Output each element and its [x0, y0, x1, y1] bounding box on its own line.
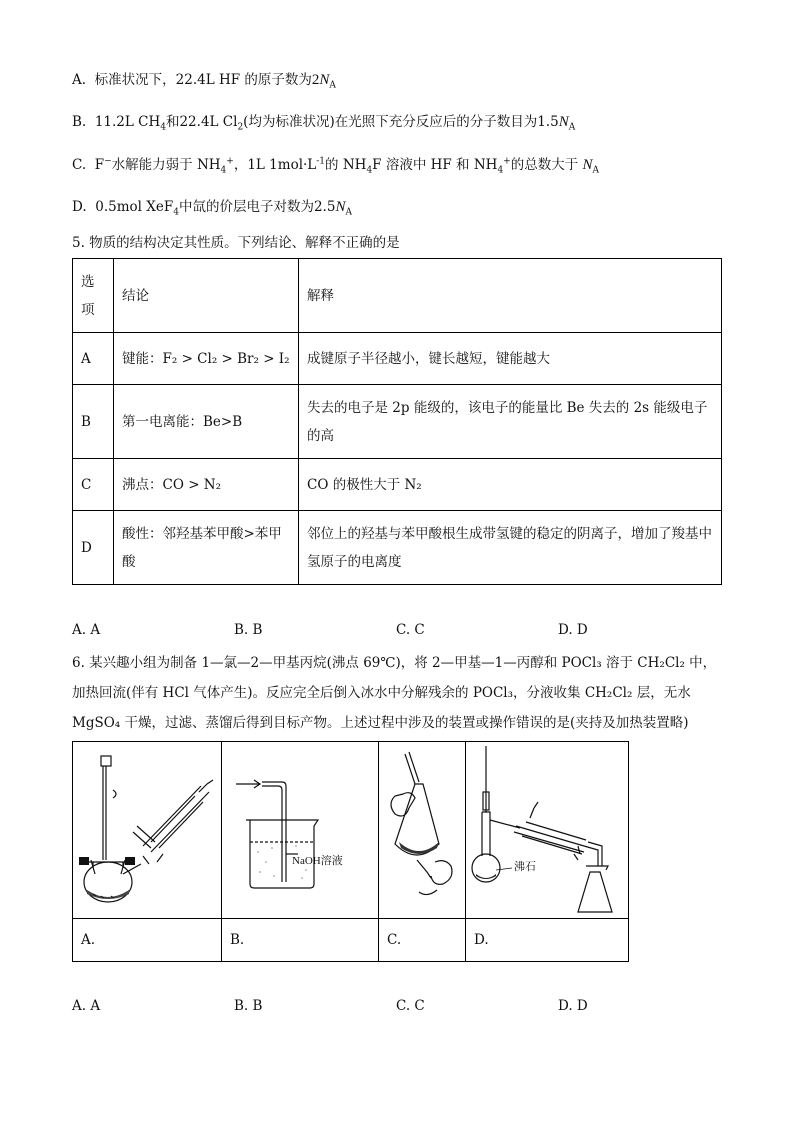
q5-row-conclusion: 沸点：CO > N₂ [114, 459, 299, 511]
apparatus-a-label: A. [73, 919, 222, 962]
q5-row-option: A [73, 333, 114, 385]
q5-row-option: C [73, 459, 114, 511]
q5-header-explanation: 解释 [299, 259, 722, 333]
boiling-chip-label: 沸石 [514, 861, 536, 873]
apparatus-c-label: C. [379, 919, 466, 962]
q5-row-b [73, 385, 722, 459]
q5-row-conclusion: 酸性：邻羟基苯甲酸>苯甲酸 [114, 511, 299, 585]
q6-choices [72, 998, 722, 1014]
q5-row-explanation: CO 的极性大于 N₂ [299, 459, 722, 511]
apparatus-a-cell [73, 742, 222, 919]
apparatus-d-cell [466, 742, 629, 919]
q5-row-c [73, 459, 722, 511]
apparatus-d-label: D. [466, 919, 629, 962]
q5-header-row [73, 259, 722, 333]
q5-choices [72, 622, 722, 638]
choice-a[interactable]: A. A [72, 998, 101, 1014]
q5-stem: 5. 物质的结构决定其性质。下列结论、解释不正确的是 [72, 235, 400, 251]
q4-option-d: D. 0.5mol XeF$_4$中氙的价层电子对数为$2.5N_A$ [72, 199, 352, 218]
reflux-apparatus-icon [73, 742, 221, 918]
q4-option-c: C. F−水解能力弱于 $NH_4^+$，1L $1mol\cdot L^{-1}$的 $NH_4F$ 溶液中 HF 和 $NH_4^+$的总数大于 $N_A$ [72, 156, 600, 176]
choice-d[interactable]: D. D [558, 998, 588, 1014]
gas-absorption-icon [222, 742, 378, 918]
q5-row-option: D [73, 511, 114, 585]
q5-row-conclusion: 第一电离能：Be>B [114, 385, 299, 459]
q5-row-explanation: 成键原子半径越小，键长越短，键能越大 [299, 333, 722, 385]
separatory-funnel-icon [379, 742, 465, 918]
q5-row-explanation: 失去的电子是 2p 能级的，该电子的能量比 Be 失去的 2s 能级电子的高 [299, 385, 722, 459]
q5-row-d [73, 511, 722, 585]
apparatus-b-label: B. [222, 919, 379, 962]
q5-row-conclusion: 键能：F₂ > Cl₂ > Br₂ > I₂ [114, 333, 299, 385]
q5-header-option: 选项 [73, 259, 114, 333]
apparatus-c-cell [379, 742, 466, 919]
q4-option-a: A. 标准状况下，22.4L HF 的原子数为$2N_A$ [72, 72, 336, 91]
q4-option-b: B. 11.2L $CH_4$和22.4L $Cl_2$(均为标准状况)在光照下充分反应后的分子数目为$1.5N_A$ [72, 114, 576, 133]
apparatus-b-cell [222, 742, 379, 919]
choice-b[interactable]: B. B [234, 998, 263, 1014]
choice-c[interactable]: C. C [396, 998, 425, 1014]
choice-a[interactable]: A. A [72, 622, 101, 638]
naoh-label: NaOH溶液 [292, 855, 343, 867]
q6-stem: 6. 某兴趣小组为制备 1—氯—2—甲基丙烷(沸点 69℃)，将 2—甲基—1—丙醇和 POCl₃ 溶于 CH₂Cl₂ 中，加热回流(伴有 HCl 气体产生)。反应完全后倒入冰水中分解残余的 POCl₃，分液收集 CH₂Cl₂ 层，无水 MgSO₄ 干燥，过滤、蒸馏后得到目标产物。上述过程中涉及的装置或操作错误的是(夹持及加热装置略) [72, 655, 717, 731]
q5-header-conclusion: 结论 [114, 259, 299, 333]
q5-table [72, 258, 722, 585]
q5-row-a [73, 333, 722, 385]
q6-apparatus-table [72, 741, 629, 962]
choice-d[interactable]: D. D [558, 622, 588, 638]
distillation-apparatus-icon [466, 742, 628, 918]
q5-row-option: B [73, 385, 114, 459]
choice-c[interactable]: C. C [396, 622, 425, 638]
choice-b[interactable]: B. B [234, 622, 263, 638]
q5-row-explanation: 邻位上的羟基与苯甲酸根生成带氢键的稳定的阴离子，增加了羧基中氢原子的电离度 [299, 511, 722, 585]
